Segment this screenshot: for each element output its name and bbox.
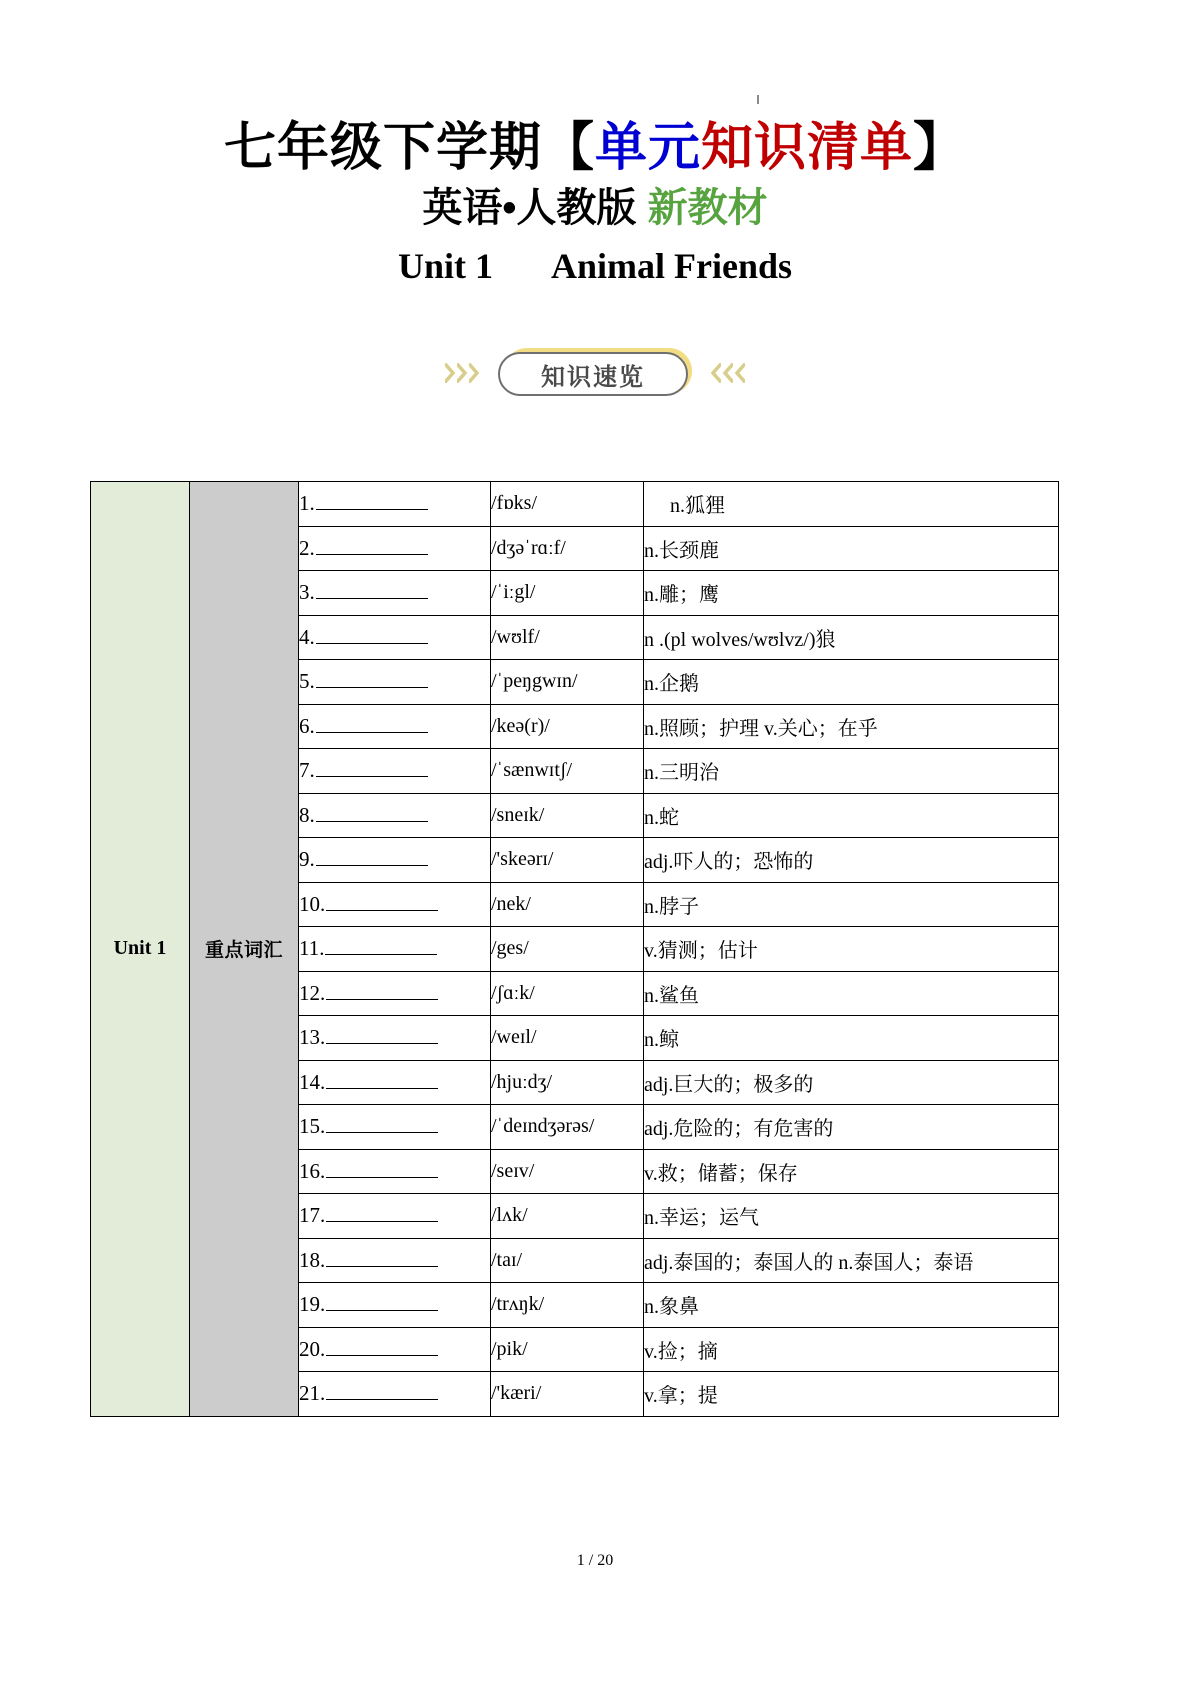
banner-pill-body [498, 352, 688, 396]
word-blank-cell[interactable] [299, 482, 491, 527]
word-blank-cell[interactable] [299, 971, 491, 1016]
word-blank-cell[interactable] [299, 1060, 491, 1105]
unit-cell: Unit 1 [91, 482, 190, 1417]
table-row [91, 482, 1059, 527]
page-footer: 1 / 20 [576, 1552, 614, 1569]
word-blank-cell[interactable] [299, 1283, 491, 1328]
phonetic-cell: /'skeərɪ/ [491, 838, 644, 883]
answer-blank[interactable] [316, 673, 428, 688]
meaning-cell: n.雕；鹰 [644, 571, 1059, 616]
word-blank-inner [299, 1292, 438, 1317]
word-blank-inner [299, 491, 428, 516]
answer-blank[interactable] [326, 1118, 438, 1133]
answer-blank[interactable] [316, 495, 428, 510]
unit-name-heading: Animal Friends [551, 246, 793, 287]
phonetic-cell: /ʃɑːk/ [491, 971, 644, 1016]
word-blank-inner [299, 580, 428, 605]
phonetic-cell: /lʌk/ [491, 1194, 644, 1239]
meaning-cell: v.拿；提 [644, 1372, 1059, 1417]
phonetic-cell: /wʊlf/ [491, 615, 644, 660]
word-blank-inner [299, 536, 428, 561]
meaning-cell: n.照顾；护理 v.关心；在乎 [644, 704, 1059, 749]
phonetic-cell: /pik/ [491, 1327, 644, 1372]
word-blank-cell[interactable] [299, 1194, 491, 1239]
chevrons-left-group [445, 363, 480, 383]
chevron-right-icon [445, 363, 456, 383]
title-block [0, 0, 1190, 290]
meaning-cell: n.企鹅 [644, 660, 1059, 705]
row-number: 9. [299, 847, 315, 872]
word-blank-inner [299, 892, 438, 917]
row-number: 4. [299, 624, 315, 649]
meaning-cell: n.象鼻 [644, 1283, 1059, 1328]
word-blank-cell[interactable] [299, 749, 491, 794]
phonetic-cell: /trʌŋk/ [491, 1283, 644, 1328]
chevron-right-icon [469, 363, 480, 383]
word-blank-inner [299, 1114, 438, 1139]
word-blank-inner [299, 1337, 438, 1362]
row-number: 7. [299, 758, 315, 783]
page-title-line-2 [0, 183, 1190, 233]
meaning-cell: n.长颈鹿 [644, 526, 1059, 571]
meaning-cell: n .(pl wolves/wʊlvz/)狼 [644, 615, 1059, 660]
phonetic-cell: /seɪv/ [491, 1149, 644, 1194]
row-number: 8. [299, 802, 315, 827]
row-number: 1. [299, 491, 315, 516]
row-number: 20. [299, 1336, 326, 1361]
answer-blank[interactable] [326, 1207, 438, 1222]
vocabulary-table-wrapper [90, 481, 1058, 1417]
answer-blank[interactable] [325, 940, 437, 955]
row-number: 6. [299, 713, 315, 738]
answer-blank[interactable] [316, 718, 428, 733]
meaning-cell: n.三明治 [644, 749, 1059, 794]
answer-blank[interactable] [316, 540, 428, 555]
word-blank-cell[interactable] [299, 571, 491, 616]
word-blank-cell[interactable] [299, 793, 491, 838]
word-blank-cell[interactable] [299, 526, 491, 571]
vocabulary-table-body [91, 482, 1059, 1417]
row-number: 12. [299, 980, 326, 1005]
meaning-cell: adj.泰国的；泰国人的 n.泰国人；泰语 [644, 1238, 1059, 1283]
word-blank-inner [299, 981, 438, 1006]
meaning-cell: adj.吓人的；恐怖的 [644, 838, 1059, 883]
word-blank-inner [299, 1025, 438, 1050]
answer-blank[interactable] [326, 896, 438, 911]
answer-blank[interactable] [326, 1385, 438, 1400]
row-number: 13. [299, 1025, 326, 1050]
phonetic-cell: /sneɪk/ [491, 793, 644, 838]
word-blank-inner [299, 1248, 438, 1273]
word-blank-inner [299, 847, 428, 872]
row-number: 15. [299, 1114, 326, 1139]
title-segment-bracket-close: 】 [913, 119, 967, 177]
meaning-cell: v.捡；摘 [644, 1327, 1059, 1372]
page-title-line-3 [0, 243, 1190, 290]
answer-blank[interactable] [316, 851, 428, 866]
chevron-left-icon [710, 363, 721, 383]
word-blank-inner [299, 803, 428, 828]
title-segment-knowledge-list: 知识清单 [701, 119, 914, 177]
meaning-cell: v.猜测；估计 [644, 927, 1059, 972]
word-blank-cell[interactable] [299, 615, 491, 660]
chevron-left-icon [734, 363, 745, 383]
vocabulary-table [90, 481, 1059, 1417]
phonetic-cell: /'kæri/ [491, 1372, 644, 1417]
page-title-line-1 [0, 118, 1190, 179]
answer-blank[interactable] [326, 1029, 438, 1044]
word-blank-inner [299, 936, 437, 961]
answer-blank[interactable] [326, 985, 438, 1000]
meaning-cell: adj.危险的；有危害的 [644, 1105, 1059, 1150]
phonetic-cell: /ges/ [491, 927, 644, 972]
answer-blank[interactable] [326, 1296, 438, 1311]
phonetic-cell: /ˈpeŋgwɪn/ [491, 660, 644, 705]
section-banner [0, 348, 1190, 398]
banner-label: 知识速览 [541, 363, 645, 391]
page-top-marker [757, 95, 759, 104]
answer-blank[interactable] [316, 762, 428, 777]
phonetic-cell: /nek/ [491, 882, 644, 927]
row-number: 16. [299, 1158, 326, 1183]
word-blank-inner [299, 758, 428, 783]
word-blank-cell[interactable] [299, 927, 491, 972]
word-blank-cell[interactable] [299, 882, 491, 927]
title-segment-unit: 单元 [594, 119, 701, 177]
word-blank-inner [299, 1203, 438, 1228]
meaning-cell: n.鲨鱼 [644, 971, 1059, 1016]
phonetic-cell: /dʒəˈrɑːf/ [491, 526, 644, 571]
meaning-cell: n.狐狸 [644, 482, 1059, 527]
chevron-left-icon [722, 363, 733, 383]
answer-blank[interactable] [326, 1074, 438, 1089]
meaning-cell: adj.巨大的；极多的 [644, 1060, 1059, 1105]
meaning-cell: v.救；储蓄；保存 [644, 1149, 1059, 1194]
answer-blank[interactable] [316, 629, 428, 644]
word-blank-inner [299, 1381, 438, 1406]
word-blank-inner [299, 1070, 438, 1095]
word-blank-cell[interactable] [299, 1238, 491, 1283]
word-blank-cell[interactable] [299, 1372, 491, 1417]
phonetic-cell: /hjuːdʒ/ [491, 1060, 644, 1105]
word-blank-cell[interactable] [299, 660, 491, 705]
phonetic-cell: /ˈdeɪndʒərəs/ [491, 1105, 644, 1150]
phonetic-cell: /ˈsænwɪtʃ/ [491, 749, 644, 794]
row-number: 18. [299, 1247, 326, 1272]
meaning-cell: n.脖子 [644, 882, 1059, 927]
row-number: 10. [299, 891, 326, 916]
title-segment-new-textbook: 新教材 [647, 186, 768, 231]
category-cell: 重点词汇 [190, 482, 299, 1417]
row-number: 14. [299, 1069, 326, 1094]
row-number: 17. [299, 1203, 326, 1228]
unit-number-heading: Unit 1 [397, 246, 493, 287]
answer-blank[interactable] [316, 807, 428, 822]
title-segment-grade: 七年级下学期【 [223, 119, 595, 177]
answer-blank[interactable] [326, 1252, 438, 1267]
phonetic-cell: /ˈiːgl/ [491, 571, 644, 616]
meaning-cell: n.蛇 [644, 793, 1059, 838]
word-blank-cell[interactable] [299, 704, 491, 749]
phonetic-cell: /taɪ/ [491, 1238, 644, 1283]
chevron-right-icon [457, 363, 468, 383]
row-number: 5. [299, 669, 315, 694]
row-number: 11. [299, 936, 325, 961]
answer-blank[interactable] [326, 1163, 438, 1178]
meaning-cell: n.鲸 [644, 1016, 1059, 1061]
word-blank-inner [299, 1159, 438, 1184]
word-blank-cell[interactable] [299, 1016, 491, 1061]
row-number: 21. [299, 1381, 326, 1406]
word-blank-inner [299, 625, 428, 650]
word-blank-cell[interactable] [299, 1149, 491, 1194]
chevrons-right-group [710, 363, 745, 383]
word-blank-inner [299, 714, 428, 739]
phonetic-cell: /weɪl/ [491, 1016, 644, 1061]
banner-pill [498, 348, 692, 398]
word-blank-cell[interactable] [299, 1105, 491, 1150]
row-number: 19. [299, 1292, 326, 1317]
row-number: 2. [299, 535, 315, 560]
word-blank-cell[interactable] [299, 838, 491, 883]
word-blank-cell[interactable] [299, 1327, 491, 1372]
phonetic-cell: /keə(r)/ [491, 704, 644, 749]
answer-blank[interactable] [326, 1341, 438, 1356]
meaning-cell: n.幸运；运气 [644, 1194, 1059, 1239]
row-number: 3. [299, 580, 315, 605]
word-blank-inner [299, 669, 428, 694]
answer-blank[interactable] [316, 584, 428, 599]
phonetic-cell: /fɒks/ [491, 482, 644, 527]
title-segment-subject-edition: 英语•人教版 [422, 186, 637, 231]
